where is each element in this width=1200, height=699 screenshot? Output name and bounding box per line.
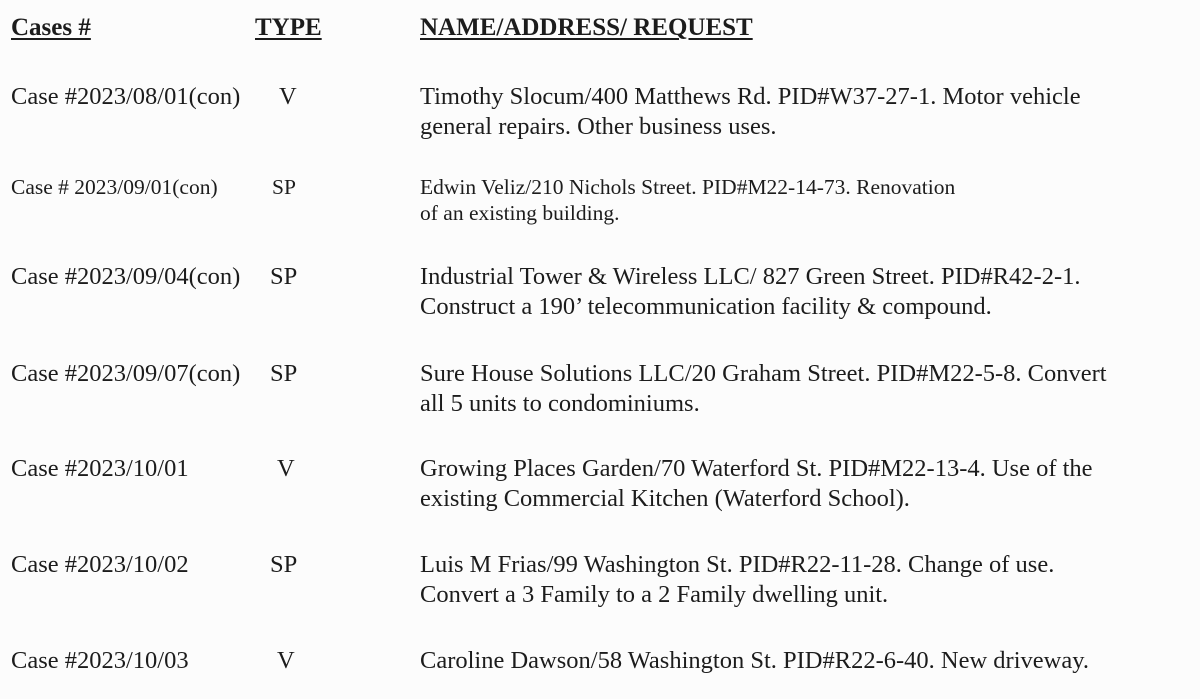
case-type: SP — [270, 360, 298, 387]
case-type: SP — [270, 551, 298, 578]
case-request — [420, 550, 1195, 610]
request-line: of an existing building. — [420, 201, 620, 225]
case-request — [420, 359, 1195, 419]
header-name-address-request: NAME/ADDRESS/ REQUEST — [420, 14, 753, 41]
case-number: Case #2023/10/01 — [11, 455, 189, 482]
request-line: Industrial Tower & Wireless LLC/ 827 Green Street. PID#R42-2-1. — [420, 263, 1081, 290]
case-type: V — [279, 83, 297, 110]
case-number: Case #2023/08/01(con) — [11, 83, 241, 110]
request-line: general repairs. Other business uses. — [420, 113, 777, 140]
case-request — [420, 646, 1195, 676]
case-number: Case #2023/09/07(con) — [11, 360, 241, 387]
header-type: TYPE — [255, 14, 322, 41]
case-request — [420, 262, 1195, 322]
case-request — [420, 82, 1195, 142]
request-line: Caroline Dawson/58 Washington St. PID#R22-6-40. New driveway. — [420, 647, 1089, 674]
request-line: existing Commercial Kitchen (Waterford School). — [420, 485, 910, 512]
request-line: Edwin Veliz/210 Nichols Street. PID#M22-14-73. Renovation — [420, 175, 956, 199]
request-line: all 5 units to condominiums. — [420, 390, 700, 417]
request-line: Construct a 190’ telecommunication facility & compound. — [420, 293, 992, 320]
case-number: Case # 2023/09/01(con) — [11, 175, 218, 199]
request-line: Sure House Solutions LLC/20 Graham Street. PID#M22-5-8. Convert — [420, 360, 1107, 387]
request-line: Growing Places Garden/70 Waterford St. PID#M22-13-4. Use of the — [420, 455, 1093, 482]
request-line: Timothy Slocum/400 Matthews Rd. PID#W37-27-1. Motor vehicle — [420, 83, 1081, 110]
case-type: V — [277, 647, 295, 674]
case-number: Case #2023/10/03 — [11, 647, 189, 674]
case-number: Case #2023/10/02 — [11, 551, 189, 578]
request-line: Luis M Frias/99 Washington St. PID#R22-11-28. Change of use. — [420, 551, 1055, 578]
case-number: Case #2023/09/04(con) — [11, 263, 241, 290]
case-request — [420, 454, 1195, 514]
case-type: V — [277, 455, 295, 482]
case-type: SP — [272, 175, 296, 199]
case-type: SP — [270, 263, 298, 290]
case-request — [420, 174, 1195, 226]
request-line: Convert a 3 Family to a 2 Family dwelling unit. — [420, 581, 889, 608]
header-cases: Cases # — [11, 14, 91, 41]
